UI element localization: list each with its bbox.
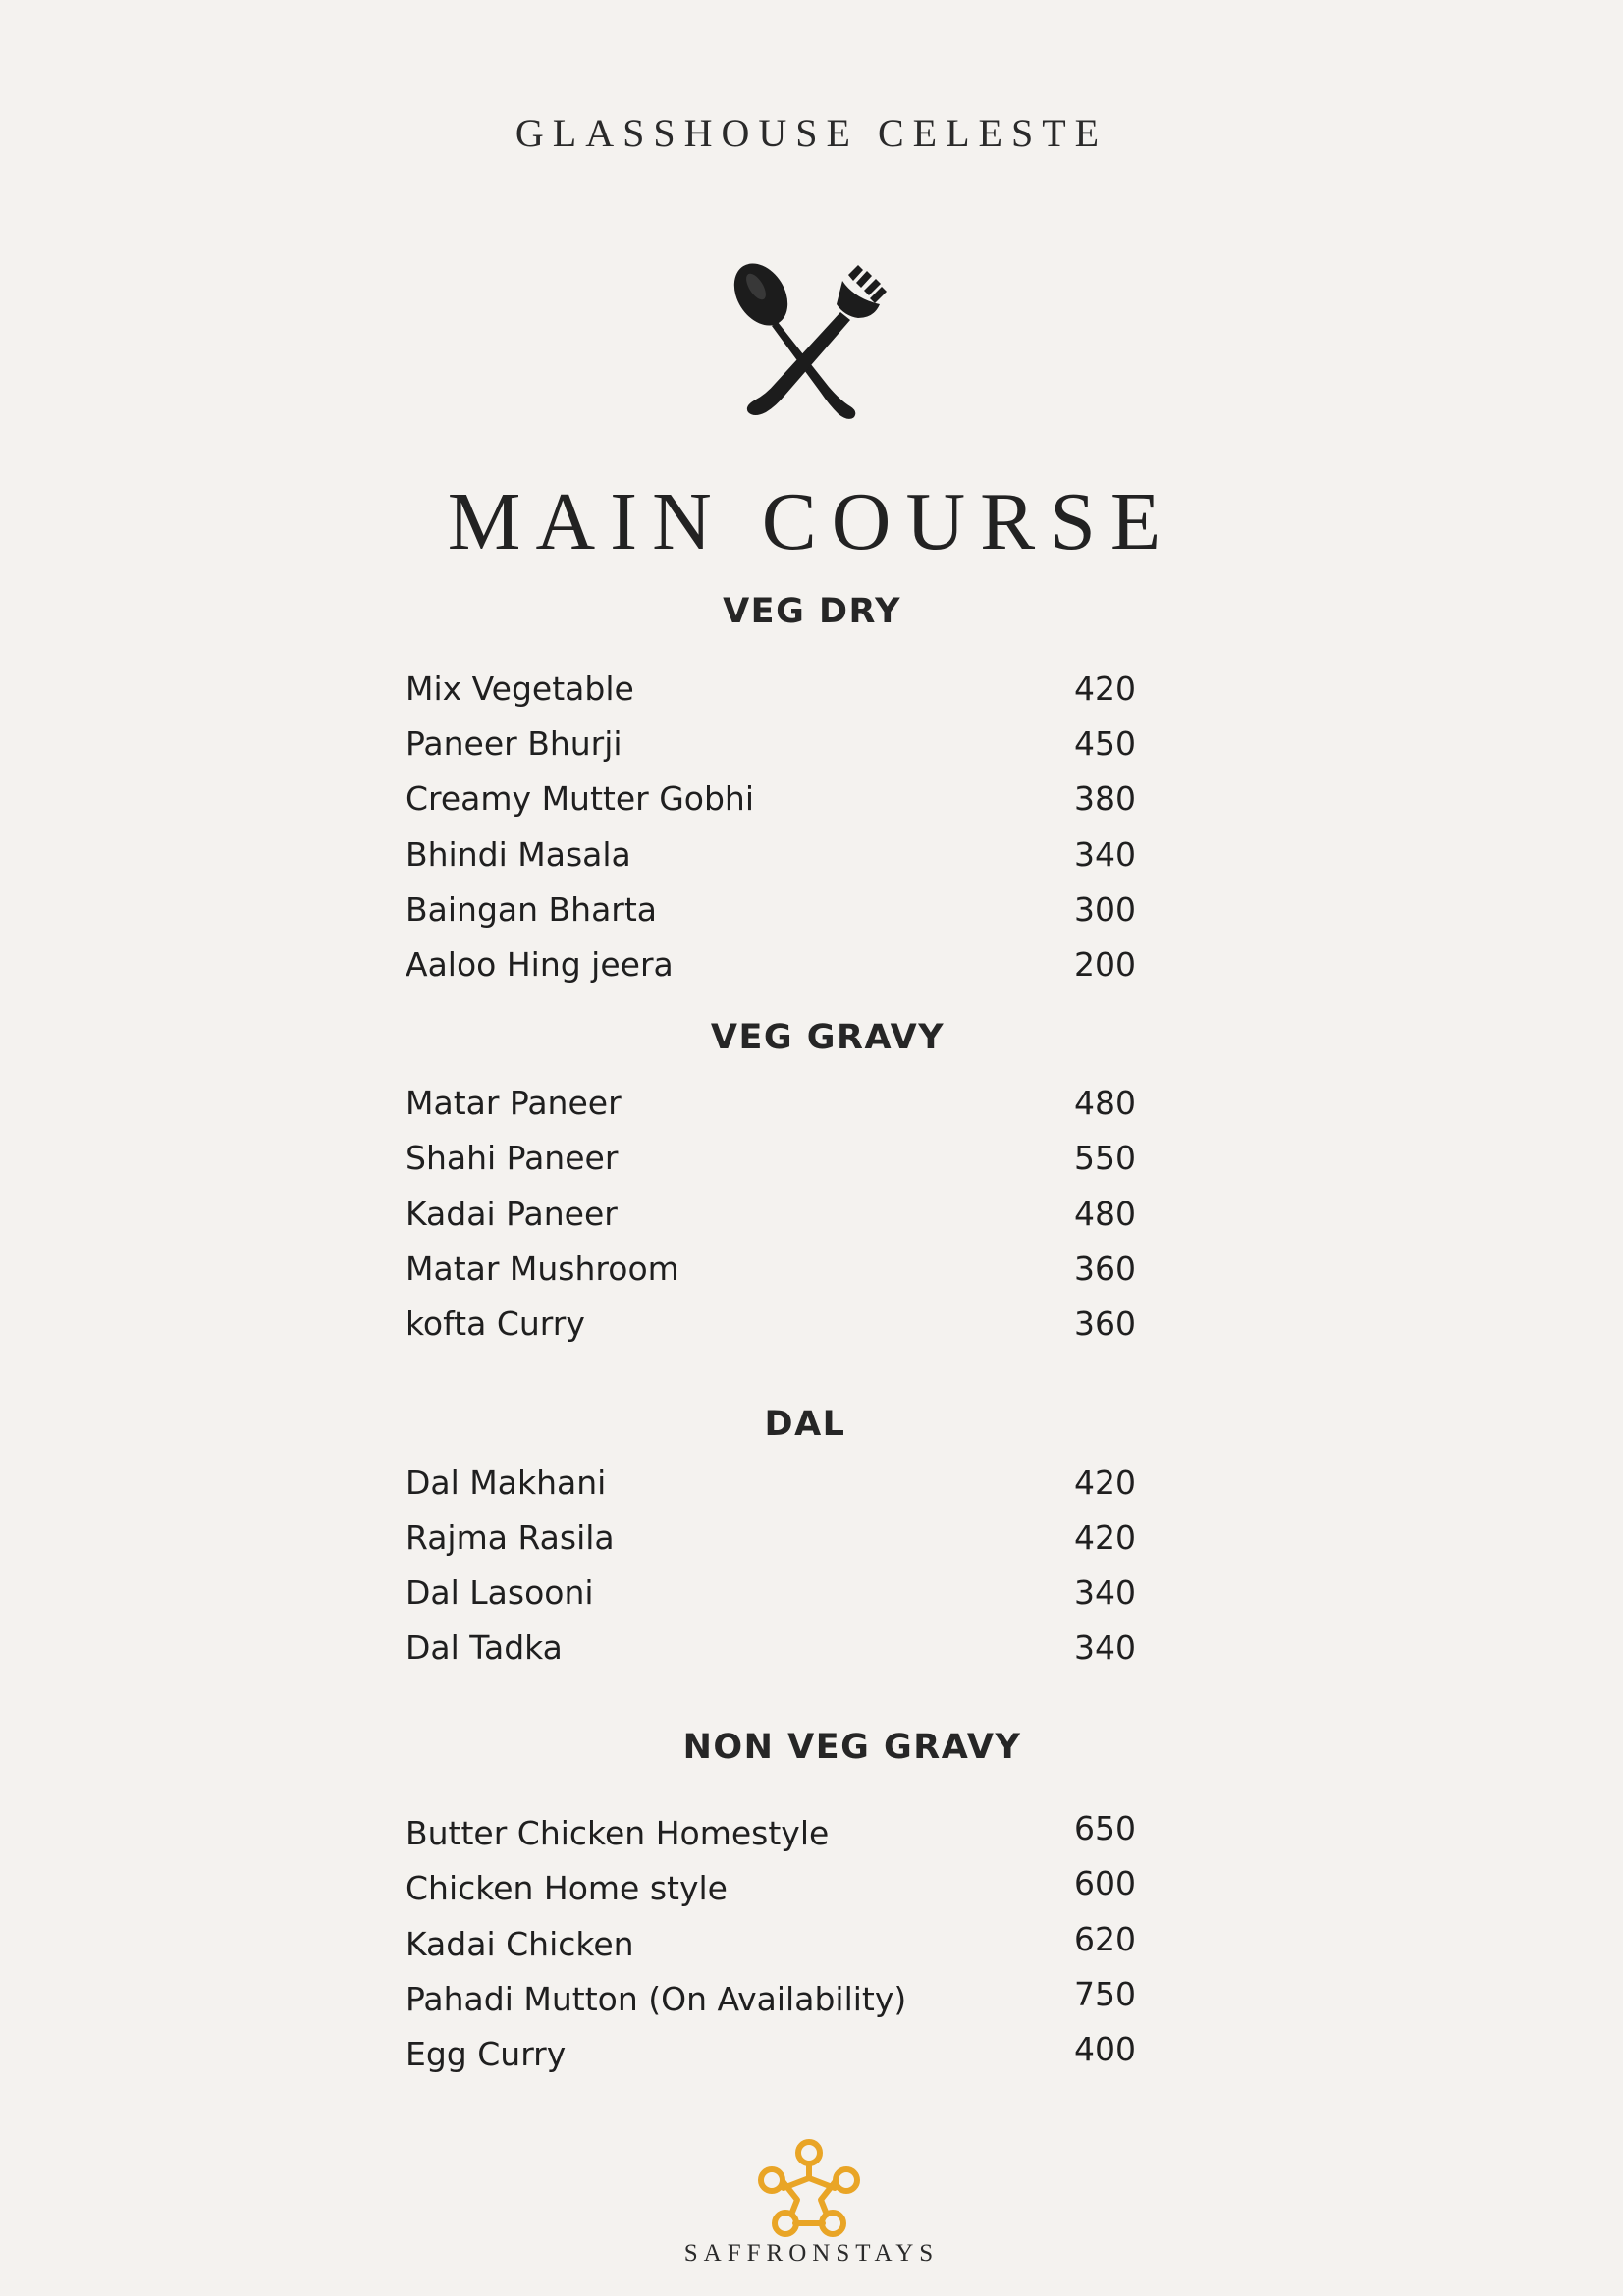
menu-item <box>406 1137 1136 1180</box>
menu-item-name: Kadai Paneer <box>406 1195 618 1233</box>
menu-item <box>406 1193 1136 1236</box>
menu-item-price: 420 <box>1074 669 1136 708</box>
menu-item-price: 380 <box>1074 779 1136 818</box>
menu-item-price: 340 <box>1074 1629 1136 1667</box>
menu-item-price: 200 <box>1074 945 1136 984</box>
menu-item-price: 650 <box>1074 1809 1136 1847</box>
menu-item-name: Chicken Home style <box>406 1869 728 1907</box>
section-heading-non-veg-gravy: NON VEG GRAVY <box>682 1728 1022 1767</box>
footer-brand-name: SAFFRONSTAYS <box>683 2240 940 2267</box>
menu-item <box>406 833 1136 877</box>
menu-item <box>406 1864 1136 1910</box>
menu-item <box>406 1627 1136 1670</box>
menu-item-price: 750 <box>1074 1975 1136 2013</box>
menu-item <box>406 1303 1136 1346</box>
menu-item-price: 400 <box>1074 2030 1136 2068</box>
menu-item-price: 300 <box>1074 890 1136 929</box>
menu-item-name: Bhindi Masala <box>406 835 631 874</box>
section-heading-veg-gravy: VEG GRAVY <box>710 1018 946 1057</box>
menu-item-price: 480 <box>1074 1084 1136 1122</box>
menu-item-price: 340 <box>1074 1574 1136 1612</box>
menu-item-name: Matar Mushroom <box>406 1250 679 1288</box>
section-heading-veg-dry: VEG DRY <box>723 592 901 631</box>
saffronstays-logo-icon <box>754 2135 864 2243</box>
restaurant-name: GLASSHOUSE CELESTE <box>514 111 1109 155</box>
menu-item-name: kofta Curry <box>406 1305 585 1343</box>
menu-item-name: Rajma Rasila <box>406 1519 615 1557</box>
menu-item <box>406 722 1136 766</box>
menu-item <box>406 1462 1136 1505</box>
page-title: MAIN COURSE <box>447 476 1176 567</box>
menu-item-name: Dal Makhani <box>406 1464 607 1502</box>
menu-item-name: Kadai Chicken <box>406 1925 634 1963</box>
menu-item-name: Dal Lasooni <box>406 1574 594 1612</box>
menu-item <box>406 1920 1136 1966</box>
menu-item-name: Creamy Mutter Gobhi <box>406 779 754 818</box>
menu-item <box>406 1809 1136 1855</box>
menu-item <box>406 1975 1136 2021</box>
menu-item-price: 600 <box>1074 1864 1136 1902</box>
menu-item <box>406 1082 1136 1125</box>
menu-item-name: Dal Tadka <box>406 1629 563 1667</box>
section-heading-dal: DAL <box>764 1405 846 1444</box>
menu-item <box>406 667 1136 711</box>
menu-item-name: Mix Vegetable <box>406 669 634 708</box>
menu-item-price: 420 <box>1074 1519 1136 1557</box>
menu-item-price: 620 <box>1074 1920 1136 1958</box>
menu-item-name: Pahadi Mutton (On Availability) <box>406 1980 907 2018</box>
menu-item-price: 340 <box>1074 835 1136 874</box>
menu-item <box>406 943 1136 987</box>
menu-item <box>406 1517 1136 1560</box>
menu-item <box>406 777 1136 821</box>
menu-item <box>406 888 1136 932</box>
menu-item-price: 360 <box>1074 1305 1136 1343</box>
menu-item-name: Aaloo Hing jeera <box>406 945 674 984</box>
menu-item-name: Matar Paneer <box>406 1084 622 1122</box>
menu-item <box>406 2030 1136 2076</box>
menu-item-price: 450 <box>1074 724 1136 763</box>
menu-item-name: Baingan Bharta <box>406 890 658 929</box>
menu-item-price: 420 <box>1074 1464 1136 1502</box>
menu-item <box>406 1572 1136 1615</box>
menu-item-name: Paneer Bhurji <box>406 724 622 763</box>
menu-item <box>406 1248 1136 1291</box>
menu-item-name: Shahi Paneer <box>406 1139 619 1177</box>
menu-item-name: Egg Curry <box>406 2035 567 2073</box>
menu-item-name: Butter Chicken Homestyle <box>406 1814 830 1852</box>
menu-item-price: 550 <box>1074 1139 1136 1177</box>
menu-item-price: 480 <box>1074 1195 1136 1233</box>
menu-item-price: 360 <box>1074 1250 1136 1288</box>
spoon-fork-crossed-icon <box>727 257 898 424</box>
